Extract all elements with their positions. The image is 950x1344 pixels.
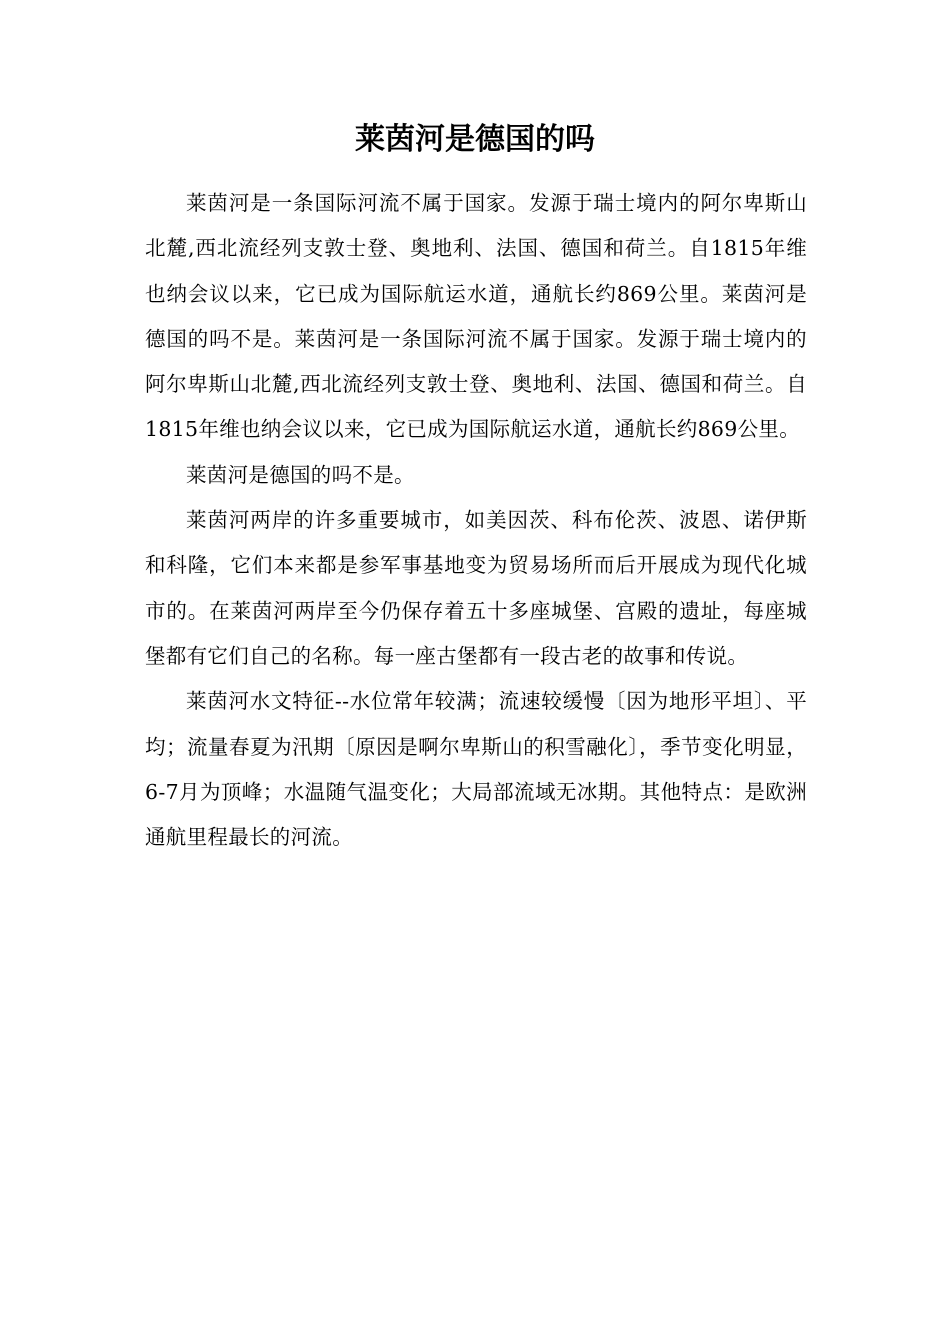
paragraph-1: 莱茵河是一条国际河流不属于国家。发源于瑞士境内的阿尔卑斯山北麓,西北流经列支敦士登、奥地利、法国、德国和荷兰。自1815年维也纳会议以来，它已成为国际航运水道，通航长约869公里。莱茵河是德国的吗不是。莱茵河是一条国际河流不属于国家。发源于瑞士境内的阿尔卑斯山北麓,西北流经列支敦士登、奥地利、法国、德国和荷兰。自1815年维也纳会议以来，它已成为国际航运水道，通航长约869公里。 [145, 191, 807, 442]
document-title: 莱茵河是德国的吗 [355, 122, 595, 157]
paragraph-2: 莱茵河是德国的吗不是。 [186, 462, 415, 487]
paragraph-3: 莱茵河两岸的许多重要城市，如美因茨、科布伦茨、波恩、诺伊斯和科隆，它们本来都是参军事基地变为贸易场所而后开展成为现代化城市的。在莱茵河两岸至今仍保存着五十多座城堡、宫殿的遗址，每座城堡都有它们自己的名称。每一座古堡都有一段古老的故事和传说。 [145, 508, 807, 668]
paragraph-4: 莱茵河水文特征--水位常年较满；流速较缓慢〔因为地形平坦〕、平均；流量春夏为汛期〔原因是啊尔卑斯山的积雪融化〕，季节变化明显，6-7月为顶峰；水温随气温变化；大局部流域无冰期。其他特点：是欧洲通航里程最长的河流。 [145, 689, 807, 850]
document-body [145, 181, 807, 860]
